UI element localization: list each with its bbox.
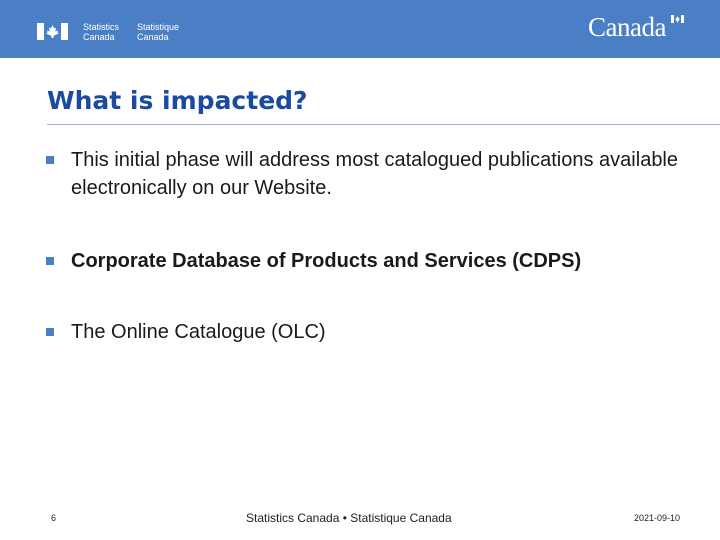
signature-fr-line2: Canada (137, 32, 169, 42)
square-bullet-icon (46, 328, 54, 336)
square-bullet-icon (46, 156, 54, 164)
signature-french (137, 22, 179, 42)
bullet-text: This initial phase will address most catalogued publications available electronically on our Website. (71, 149, 679, 199)
header-bar (0, 0, 720, 58)
title-divider (47, 124, 720, 125)
canada-flag-icon (37, 23, 68, 40)
page-number: 6 (51, 513, 57, 523)
footer-organization: Statistics Canada • Statistique Canada (246, 511, 452, 525)
signature-english (83, 22, 119, 42)
signature-fr-line1: Statistique (137, 22, 180, 32)
canada-wordmark: Canada (588, 12, 666, 42)
square-bullet-icon (46, 257, 54, 265)
slide-title: What is impacted? (47, 86, 308, 115)
signature-en-line1: Statistics (83, 22, 120, 32)
footer-date: 2021-09-10 (634, 513, 681, 523)
bullet-text: The Online Catalogue (OLC) (71, 321, 326, 343)
signature-en-line2: Canada (83, 32, 115, 42)
wordmark-flag-icon (671, 15, 684, 23)
bullet-text: Corporate Database of Products and Services (CDPS) (71, 250, 582, 272)
